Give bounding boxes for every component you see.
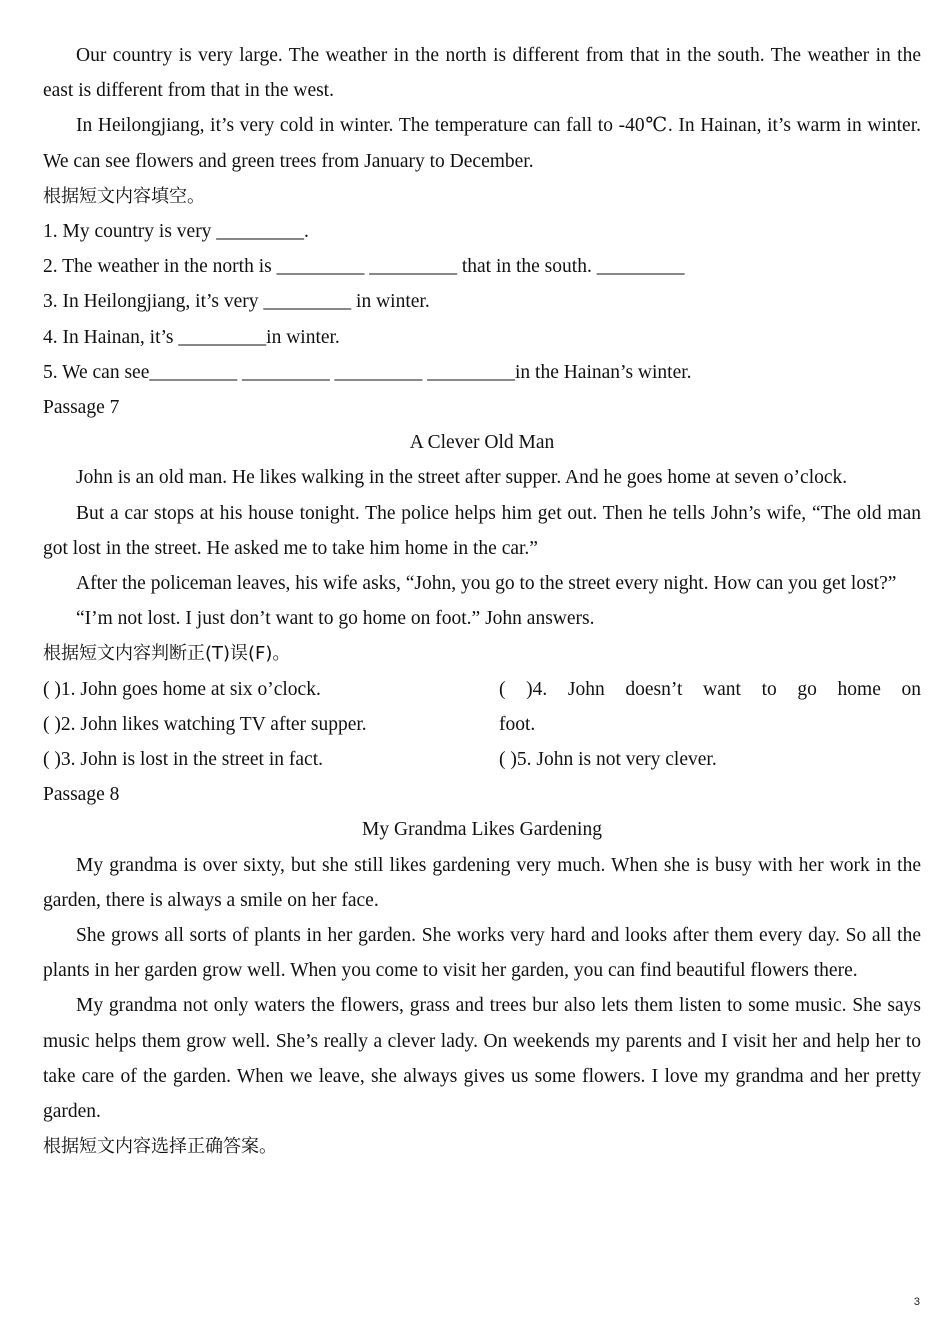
- passage-8-paragraph-1: My grandma is over sixty, but she still likes gardening very much. When she is busy with her work in the garden, there is always a smile on her face.: [43, 854, 921, 911]
- passage-7-label: Passage 7: [43, 397, 120, 419]
- passage-8-title: My Grandma Likes Gardening: [362, 819, 602, 841]
- passage-8: [43, 777, 921, 1164]
- passage-6-question-4: 4. In Hainan, it’s _________in winter.: [43, 326, 340, 348]
- tf-statement-5: ( )5. John is not very clever.: [499, 749, 717, 771]
- passage-6-question-3: 3. In Heilongjiang, it’s very _________ in winter.: [43, 291, 430, 313]
- page-number: 3: [913, 1296, 920, 1308]
- document-page: [43, 38, 921, 1165]
- passage-7-paragraph-2: But a car stops at his house tonight. The police helps him get out. Then he tells John’s wife, “The old man got lost in the street. He asked me to take him home in the car.”: [43, 502, 921, 559]
- passage-7-paragraph-4: “I’m not lost. I just don’t want to go home on foot.” John answers.: [76, 608, 595, 630]
- passage-6: [43, 38, 921, 390]
- passage-7-instruction: 根据短文内容判断正(T)误(F)。: [43, 643, 291, 665]
- passage-8-instruction: 根据短文内容选择正确答案。: [43, 1136, 277, 1158]
- passage-7: [43, 390, 921, 777]
- tf-statement-2: ( )2. John likes watching TV after supper.: [43, 713, 367, 735]
- passage-6-paragraph-1: Our country is very large. The weather in the north is different from that in the south. The weather in the east is different from that in the west.: [43, 45, 921, 102]
- passage-6-question-5: 5. We can see_________ _________ _________ _________in the Hainan’s winter.: [43, 361, 692, 383]
- passage-6-paragraph-2: In Heilongjiang, it’s very cold in winter. The temperature can fall to -40℃. In Hainan, it’s warm in winter. We can see flowers and green trees from January to December.: [43, 115, 921, 172]
- passage-8-label: Passage 8: [43, 784, 120, 806]
- passage-7-paragraph-1: John is an old man. He likes walking in the street after supper. And he goes home at seven o’clock.: [76, 467, 848, 489]
- tf-statement-4-line-2: foot.: [499, 713, 536, 735]
- tf-statement-3: ( )3. John is lost in the street in fact.: [43, 749, 323, 771]
- passage-6-question-2: 2. The weather in the north is _________ _________ that in the south. _________: [43, 256, 685, 278]
- tf-statement-1: ( )1. John goes home at six o’clock.: [43, 678, 321, 700]
- true-false-questions: [43, 672, 921, 778]
- passage-7-paragraph-3: After the policeman leaves, his wife asks, “John, you go to the street every night. How can you get lost?”: [76, 573, 897, 595]
- passage-6-instruction: 根据短文内容填空。: [43, 185, 205, 207]
- passage-6-question-1: 1. My country is very _________.: [43, 221, 309, 243]
- passage-7-title: A Clever Old Man: [409, 432, 555, 454]
- tf-statement-4-line-1: ( )4. John doesn’t want to go home on: [499, 678, 921, 700]
- passage-8-paragraph-3: My grandma not only waters the flowers, grass and trees bur also lets them listen to some music. She says music helps them grow well. She’s really a clever lady. On weekends my parents and I visit her and help her to take care of the garden. When we leave, she always gives us some flowers. I love my grandma and her pretty garden.: [43, 995, 921, 1123]
- passage-8-paragraph-2: She grows all sorts of plants in her garden. She works very hard and looks after them every day. So all the plants in her garden grow well. When you come to visit her garden, you can find beautiful flowers there.: [43, 925, 921, 982]
